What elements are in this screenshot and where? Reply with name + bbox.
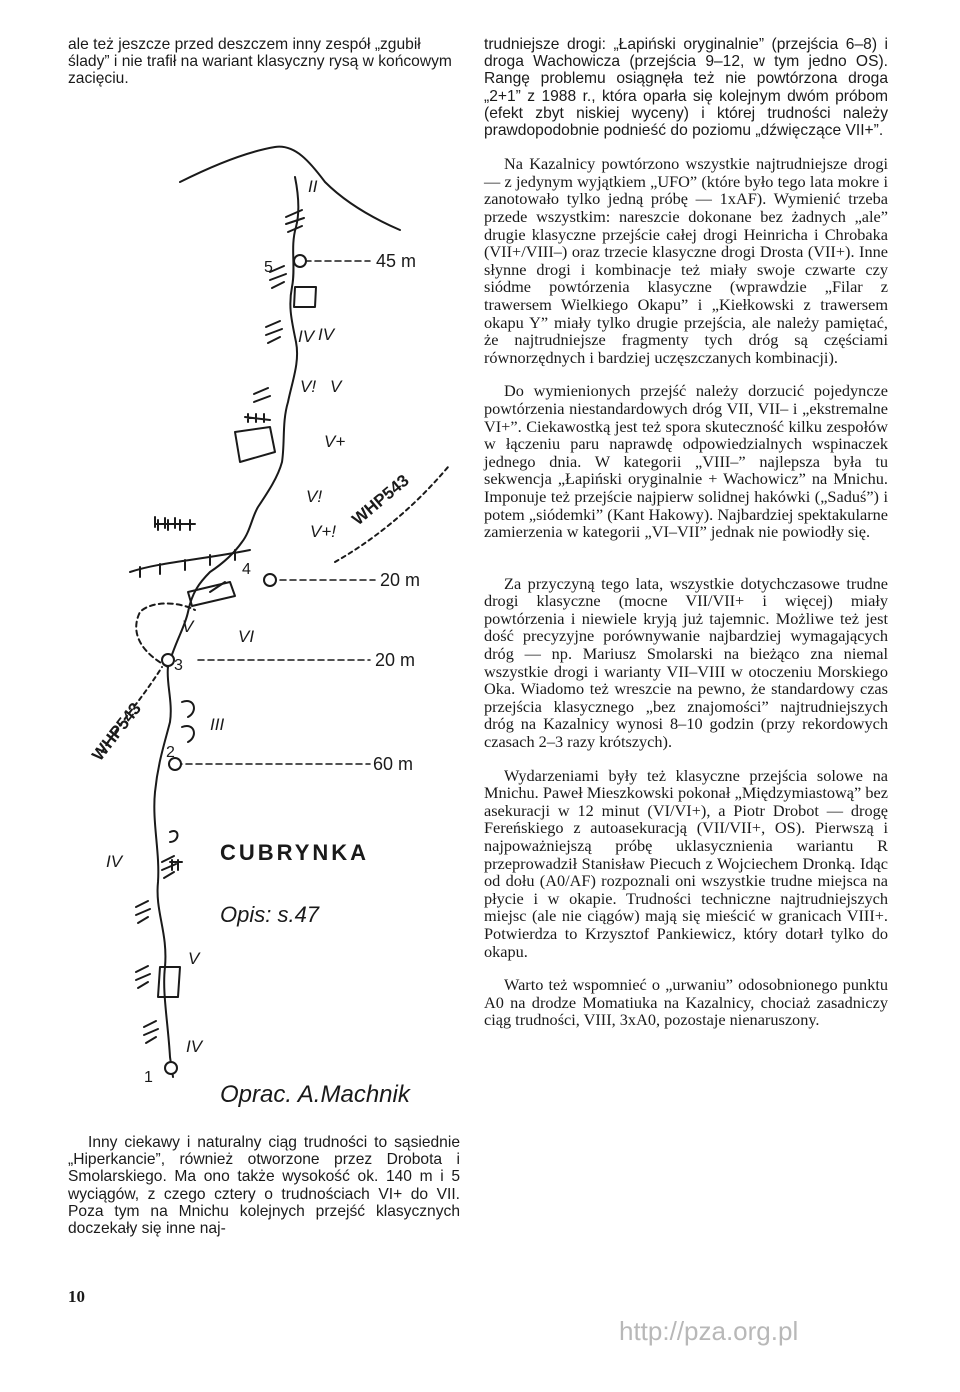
paragraph: Za przyczyną tego lata, wszystkie dotychczasowe trudne drogi klasyczne (mocne VII/VII+ i więcej) miały powtórzenia i niewiele kryją już tajemnic. Możliwe też jest dość precyzyjne porównywanie najbardziej wymagających dróg — np. Mariusz Smolarski na bieżąco zna niemal wszystkie drogi i warianty VII–VIII w otoczeniu Morskiego Oka. Wiadomo też wreszcie na pewno, że standardowy czas przejścia klasycznego „bez znajomości” najtrudniejszych dróg na Kazalnicy wynosi 8–10 godzin (przy rekordowych czasach 2–3 razy krótszych).	[484, 573, 888, 752]
route-label-lower: WHP543	[88, 699, 146, 765]
grade-3: IV	[106, 852, 123, 871]
right-column	[484, 36, 888, 1045]
paragraph: Inny ciekawy i naturalny ciąg trudności to sąsiednie „Hiperkancie”, również otworzone przez Drobota i Smolarskiego. Ma ono także wysokość ok. 140 m i 5 wyciągów, z czego cztery o trudnościach VI+ do VII. Poza tym na Mnichu kolejnych przejść klasycznych doczekały się inne naj-	[68, 1134, 460, 1238]
left-column-top	[68, 36, 460, 104]
topo-title: CUBRYNKA	[220, 840, 370, 865]
grade-12: V+	[324, 432, 346, 451]
belay-number-1: 1	[144, 1069, 153, 1086]
belay-number-4: 4	[242, 561, 251, 578]
grade-1: IV	[186, 1037, 203, 1056]
belay-number-3: 3	[174, 657, 183, 674]
ridge-line	[180, 147, 400, 230]
paragraph: Wydarzeniami były też klasyczne przejścia solowe na Mnichu. Paweł Mieszkowski pokonał „Międzymiastową” bez asekuracji w 12 minut (VI/VI+), a Piotr Drobot — drogę Fereńskiego z autoasekuracją (VII/VII+, OS). Pierwszą i najpoważniejszą próbę uklasycznienia wariantu R przeprowadził Stanisław Piecuch z Wojciechem Dronką. Idąc od dołu (A0/AF) rozpoznali oni wszystkie trudne miejsca na płycie i w okapie. Trudności techniczne najtrudniejszych miejsc (ale nie ciągów) mają się mieścić w granicach VIII+. Potwierdza to Krzysztof Pankiewicz, który dotarł tylko do okapu.	[484, 765, 888, 961]
grade-8: V!	[306, 487, 323, 506]
route-label-upper: WHP543	[348, 470, 413, 530]
paragraph: Na Kazalnicy powtórzono wszystkie najtrudniejsze drogi — z jedynym wyjątkiem „UFO” (które było tego lata mokre i zanotowało tylko jedną próbę — 1xAF). Wymienić trzeba przede wszystkim: nareszcie dokonane bez żadnych „ale” drugie klasyczne przejście całej drogi Heinricha i Chrobaka (VII+/VIII–) oraz trzecie klasyczne drogi Drosta (VII+). Inne słynne drogi i kombinacje też miały swoje czwarte czy siódme powtórzenia klasyczne (wprawdzie „Filar z trawersem Wielkiego Okapu” i „Kiełkowski z trawersem okapu Y” miały tylko drugie przejścia, ale należy pamiętać, że najtrudniejsze fragmenty tych dróg są częściami równorzędnych i bardziej uczęszczanych kombinacji).	[484, 154, 888, 367]
height-60m: 60 m	[373, 754, 414, 774]
topo-author: Oprac. A.Machnik	[220, 1081, 410, 1108]
grade-7: V+!	[310, 522, 336, 541]
route-line	[154, 177, 298, 1077]
paragraph: ale też jeszcze przed deszczem inny zespół „zgubił ślady” i nie trafił na wariant klasyczny rysą w końcowym zacięciu.	[68, 36, 452, 88]
grade-6: V	[182, 617, 194, 636]
grade-4: III	[210, 715, 225, 734]
belay-5	[294, 255, 306, 267]
grade-13: V	[330, 377, 342, 396]
paragraph: trudniejsze drogi: „Łapiński oryginalnie” (przejścia 6–8) i droga Wachowicza (przejścia 9–12, w tym jedno OS). Rangę problemu osiągnęła też nie powtórzona droga „2+1” z 1988 r., która oparła się kolejnym dwóm próbom (efekt zbyt niskiej wyceny) i której trudności należy prawdopodobnie podnieść do poziomu „dźwięczące VII+”.	[484, 36, 888, 140]
grade-2: V	[188, 949, 200, 968]
height-20m-upper: 20 m	[380, 570, 421, 590]
grade-9: V!	[300, 377, 317, 396]
belay-4	[264, 574, 276, 586]
grade-14: IV	[318, 325, 335, 344]
grade-5: VI	[238, 627, 255, 646]
paragraph: Do wymienionych przejść należy dorzucić pojedyncze powtórzenia niestandardowych dróg VII, VII– i „ekstremalne VI+”. Ciekawostką jest też spora skuteczność kilku zespołów w łączeniu paru naprawdę odpowiedzialnych wspinaczek jednego dnia. W kategorii „VIII–” najlepsza była tu sekwencja „Łapiński oryginalnie + Wachowicz” na Mnichu. Imponuje też przejście najpierw solidnej hakówki („Saduś”) i potem „siódemki” (Kant Hakowy). Najbardziej spektakularne zamierzenia w kategorii „VI–VII” jednak nie powiodły się.	[484, 381, 888, 542]
page-number: 10	[68, 1287, 85, 1306]
grade-11: II	[308, 177, 318, 196]
belay-1	[165, 1062, 177, 1074]
belay-number-5: 5	[264, 259, 273, 276]
grade-10: IV	[298, 327, 315, 346]
belay-number-2: 2	[166, 744, 175, 761]
belay-3	[162, 654, 174, 666]
route-topo-diagram	[70, 122, 456, 1118]
description-ref: Opis: s.47	[220, 902, 320, 927]
height-20m-lower: 20 m	[375, 650, 416, 670]
paragraph: Warto też wspomnieć o „urwaniu” odosobnionego punktu A0 na drodze Momatiuka na Kazalnicy, chociaż zasadniczy ciąg trudności, VIII, 3xA0, pozostaje nienaruszony.	[484, 975, 888, 1030]
left-column-bottom	[68, 1134, 460, 1253]
source-url[interactable]: http://pza.org.pl	[619, 1316, 799, 1346]
height-45m: 45 m	[376, 251, 417, 271]
